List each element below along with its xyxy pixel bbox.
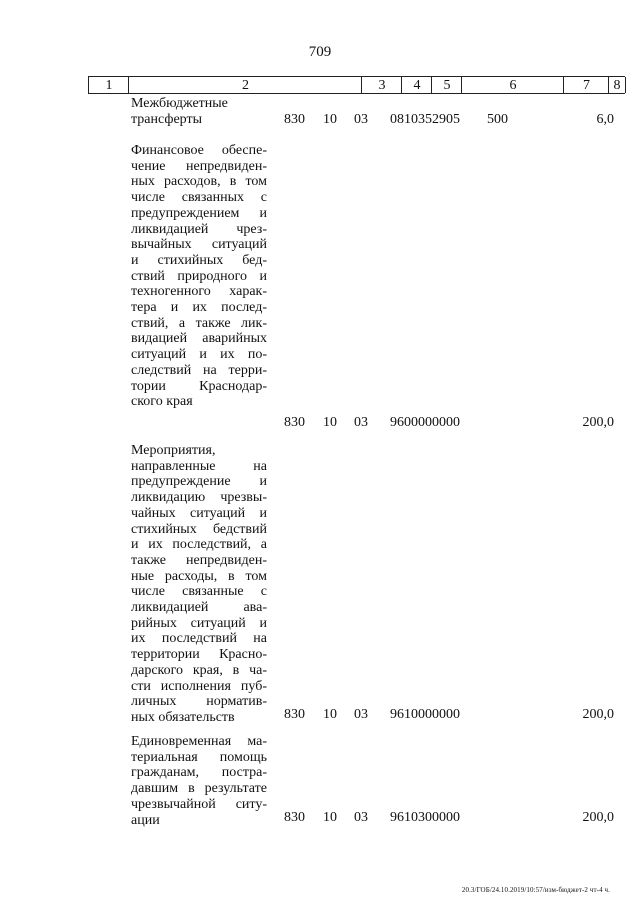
row-3-col-3: 830 xyxy=(284,707,305,722)
row-4-line: ации xyxy=(131,812,160,828)
table-header xyxy=(88,76,625,94)
row-1-col-5: 03 xyxy=(354,112,368,127)
row-4-line: гражданам, постра- xyxy=(131,765,267,781)
row-1-col-4: 10 xyxy=(323,112,337,127)
row-2-line: ситуаций и их по- xyxy=(131,347,267,363)
row-2-line: ского края xyxy=(131,394,193,410)
row-4-description xyxy=(131,734,267,828)
header-col-4: 4 xyxy=(401,77,432,93)
row-3-col-4: 10 xyxy=(323,707,337,722)
row-2-line: вычайных ситуаций xyxy=(131,237,267,253)
row-2-line: ликвидацией чрез- xyxy=(131,221,267,237)
row-4-line: териальная помощь xyxy=(131,749,267,765)
row-1-line: Межбюджетные xyxy=(131,96,228,111)
row-2-col-5: 03 xyxy=(354,415,368,430)
row-2-line: тера и их послед- xyxy=(131,300,267,316)
row-1-col-6: 0810352905 xyxy=(390,112,460,127)
header-col-1: 1 xyxy=(88,77,129,93)
row-2-line: ствий, а также лик- xyxy=(131,315,267,331)
row-3-col-6: 9610000000 xyxy=(390,707,460,722)
header-col-3: 3 xyxy=(361,77,402,93)
header-col-5: 5 xyxy=(431,77,462,93)
row-4-col-6: 9610300000 xyxy=(390,810,460,825)
row-3-line: рийных ситуаций и xyxy=(131,615,267,631)
row-2-line: предупреждением и xyxy=(131,205,267,221)
row-1-col-3: 830 xyxy=(284,112,305,127)
row-3-line: Мероприятия, xyxy=(131,443,216,458)
row-3-line: ных обязательств xyxy=(131,709,235,725)
row-3-line: стихийных бедствий xyxy=(131,521,267,537)
row-3-line: ные расходы, в том xyxy=(131,568,267,584)
row-3-line: сти исполнения пуб- xyxy=(131,678,267,694)
row-2-line: тории Краснодар- xyxy=(131,378,267,394)
row-2-line: ствий природного и xyxy=(131,268,267,284)
row-2-col-6: 9600000000 xyxy=(390,415,460,430)
row-1-col-8: 6,0 xyxy=(596,112,614,127)
row-3-line: и их последствий, а xyxy=(131,537,267,553)
row-3-line: дарского края, в ча- xyxy=(131,662,267,678)
row-2-col-8: 200,0 xyxy=(582,415,614,430)
row-4-col-8: 200,0 xyxy=(582,810,614,825)
row-3-line: ликвидацией ава- xyxy=(131,600,267,616)
header-col-7: 7 xyxy=(563,77,609,93)
row-3-line: направленные на xyxy=(131,458,267,474)
row-3-line: ликвидацию чрезвы- xyxy=(131,490,267,506)
header-col-6: 6 xyxy=(461,77,564,93)
row-4-col-3: 830 xyxy=(284,810,305,825)
row-3-line: предупреждение и xyxy=(131,474,267,490)
row-1-line: трансферты xyxy=(131,111,203,127)
row-4-line: давшим в результате xyxy=(131,781,267,797)
row-2-line: видацией аварийных xyxy=(131,331,267,347)
row-4-col-5: 03 xyxy=(354,810,368,825)
row-2-line: Финансовое обеспе- xyxy=(131,143,267,158)
row-3-line: личных норматив- xyxy=(131,694,267,710)
row-2-line: чение непредвиден- xyxy=(131,158,267,174)
header-col-2: 2 xyxy=(128,77,362,93)
header-col-8: 8 xyxy=(608,77,626,93)
row-3-col-8: 200,0 xyxy=(582,707,614,722)
row-1-description xyxy=(131,96,267,127)
row-2-col-3: 830 xyxy=(284,415,305,430)
row-4-col-4: 10 xyxy=(323,810,337,825)
row-2-description xyxy=(131,143,267,410)
row-2-line: следствий на терри- xyxy=(131,362,267,378)
row-3-line: территории Красно- xyxy=(131,647,267,663)
row-3-line: чайных ситуаций и xyxy=(131,505,267,521)
row-3-line: числе связанные с xyxy=(131,584,267,600)
row-3-line: также непредвиден- xyxy=(131,552,267,568)
row-2-col-4: 10 xyxy=(323,415,337,430)
row-3-description xyxy=(131,443,267,726)
row-1-col-7: 500 xyxy=(487,112,508,127)
row-3-col-5: 03 xyxy=(354,707,368,722)
row-2-line: и стихийных бед- xyxy=(131,252,267,268)
page-number: 709 xyxy=(308,44,332,60)
footer-note: 20.3/ГОБ/24.10.2019/10:57/изм-бюджет-2 чт-4 ч. xyxy=(461,886,610,894)
row-2-line: ных расходов, в том xyxy=(131,174,267,190)
row-4-line: Единовременная ма- xyxy=(131,734,267,749)
row-3-line: их последствий на xyxy=(131,631,267,647)
row-2-line: техногенного харак- xyxy=(131,284,267,300)
row-4-line: чрезвычайной ситу- xyxy=(131,796,267,812)
row-2-line: числе связанных с xyxy=(131,190,267,206)
